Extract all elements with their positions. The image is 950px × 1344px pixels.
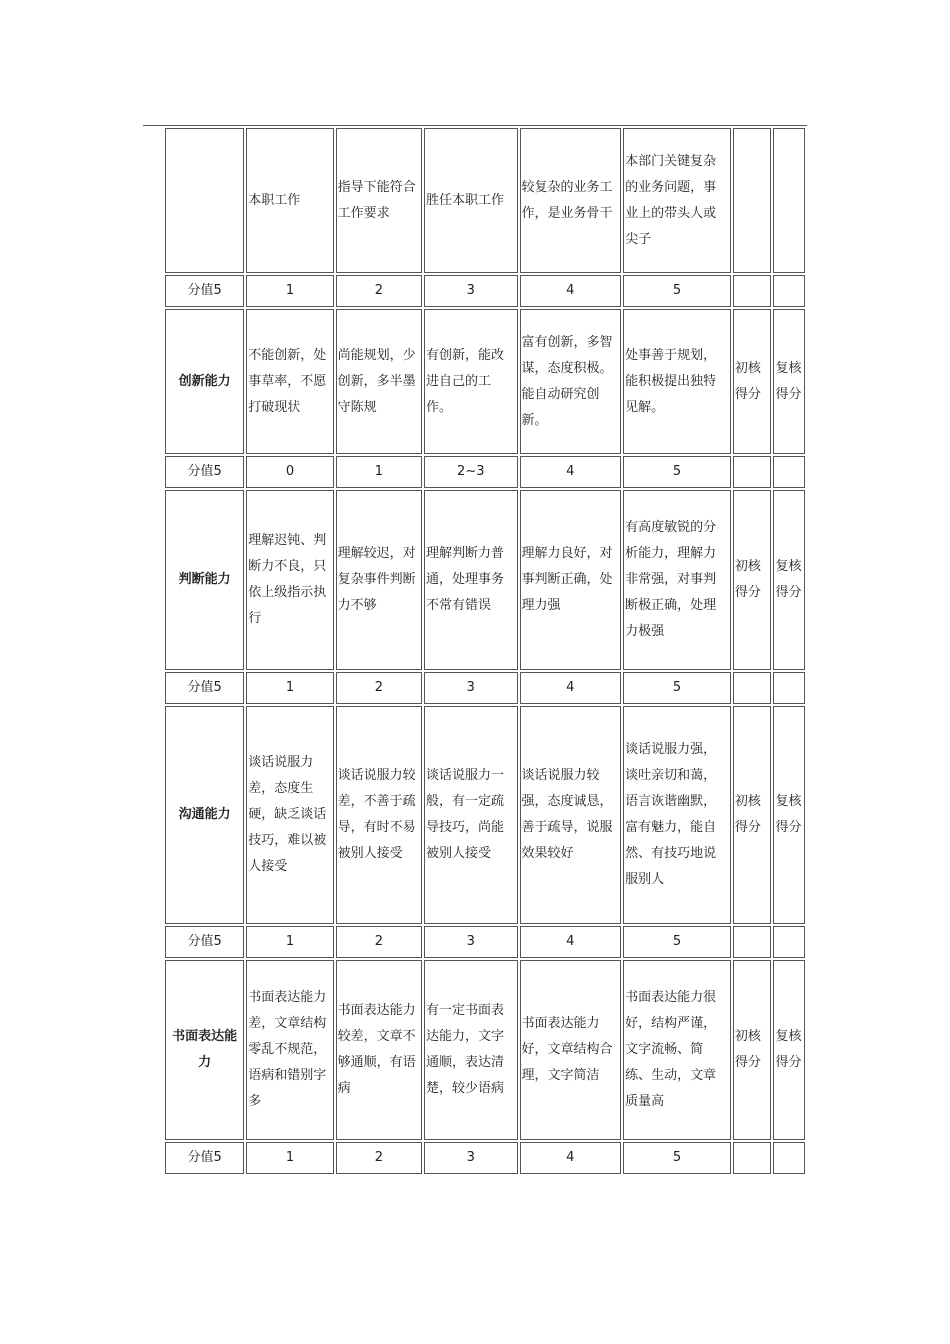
table-row: [165, 960, 805, 1140]
level-3-desc: 胜任本职工作: [424, 128, 517, 273]
review-score-input[interactable]: [773, 672, 805, 704]
initial-score-cell[interactable]: [733, 128, 772, 273]
score-value: 5: [623, 672, 731, 704]
score-row: [165, 275, 805, 307]
initial-score-input[interactable]: [733, 456, 772, 488]
score-label: 分值5: [165, 456, 244, 488]
score-value: 4: [520, 456, 622, 488]
row-label: 创新能力: [165, 309, 244, 454]
score-value: 4: [520, 672, 622, 704]
table-row: [165, 128, 805, 273]
initial-score-cell[interactable]: 初核得分: [733, 490, 772, 670]
score-value: 4: [520, 275, 622, 307]
score-label: 分值5: [165, 1142, 244, 1174]
level-4-desc: 书面表达能力好，文章结构合理，文字简洁: [520, 960, 622, 1140]
score-value: 2: [336, 672, 422, 704]
score-value: 5: [623, 275, 731, 307]
level-3-desc: 有一定书面表达能力，文字通顺，表达清楚，较少语病: [424, 960, 517, 1140]
score-value: 1: [246, 926, 333, 958]
initial-score-input[interactable]: [733, 275, 772, 307]
level-1-desc: 谈话说服力差，态度生硬，缺乏谈话技巧，难以被人接受: [246, 706, 333, 924]
level-5-desc: 处事善于规划，能积极提出独特见解。: [623, 309, 731, 454]
level-5-desc: 有高度敏锐的分析能力，理解力非常强，对事判断极正确，处理力极强: [623, 490, 731, 670]
initial-score-input[interactable]: [733, 672, 772, 704]
score-row: [165, 672, 805, 704]
initial-score-cell[interactable]: 初核得分: [733, 309, 772, 454]
level-4-desc: 富有创新，多智谋，态度积极。能自动研究创新。: [520, 309, 622, 454]
level-4-desc: 理解力良好，对事判断正确，处理力强: [520, 490, 622, 670]
review-score-input[interactable]: [773, 456, 805, 488]
score-value: 3: [424, 672, 517, 704]
score-row: [165, 926, 805, 958]
level-1-desc: 书面表达能力差，文章结构零乱不规范，语病和错别字多: [246, 960, 333, 1140]
table-row: [165, 309, 805, 454]
table-row: [165, 490, 805, 670]
score-label: 分值5: [165, 672, 244, 704]
review-score-input[interactable]: [773, 1142, 805, 1174]
level-3-desc: 有创新，能改进自己的工作。: [424, 309, 517, 454]
row-label: 判断能力: [165, 490, 244, 670]
score-value: 2~3: [424, 456, 517, 488]
review-score-cell[interactable]: 复核得分: [773, 960, 805, 1140]
evaluation-table: [163, 126, 807, 1176]
level-3-desc: 谈话说服力一般，有一定疏导技巧，尚能被别人接受: [424, 706, 517, 924]
score-value: 3: [424, 1142, 517, 1174]
initial-score-cell[interactable]: 初核得分: [733, 960, 772, 1140]
score-value: 1: [246, 672, 333, 704]
score-row: [165, 456, 805, 488]
row-label: 沟通能力: [165, 706, 244, 924]
level-2-desc: 尚能规划，少创新，多半墨守陈规: [336, 309, 422, 454]
review-score-input[interactable]: [773, 275, 805, 307]
level-1-desc: 不能创新，处事草率，不愿打破现状: [246, 309, 333, 454]
score-value: 2: [336, 926, 422, 958]
level-3-desc: 理解判断力普通，处理事务不常有错误: [424, 490, 517, 670]
score-value: 1: [336, 456, 422, 488]
score-value: 2: [336, 275, 422, 307]
level-5-desc: 书面表达能力很好，结构严谨，文字流畅、简练、生动，文章质量高: [623, 960, 731, 1140]
score-value: 5: [623, 1142, 731, 1174]
table-row: [165, 706, 805, 924]
level-1-desc: 本职工作: [246, 128, 333, 273]
level-5-desc: 本部门关键复杂的业务问题，事业上的带头人或尖子: [623, 128, 731, 273]
level-2-desc: 理解较迟，对复杂事件判断力不够: [336, 490, 422, 670]
initial-score-input[interactable]: [733, 1142, 772, 1174]
score-value: 2: [336, 1142, 422, 1174]
review-score-cell[interactable]: 复核得分: [773, 490, 805, 670]
score-label: 分值5: [165, 926, 244, 958]
level-2-desc: 指导下能符合工作要求: [336, 128, 422, 273]
level-5-desc: 谈话说服力强，谈吐亲切和蔼，语言诙谐幽默，富有魅力，能自然、有技巧地说服别人: [623, 706, 731, 924]
score-value: 0: [246, 456, 333, 488]
level-2-desc: 书面表达能力较差，文章不够通顺，有语病: [336, 960, 422, 1140]
level-4-desc: 较复杂的业务工作，是业务骨干: [520, 128, 622, 273]
score-value: 1: [246, 1142, 333, 1174]
score-value: 5: [623, 456, 731, 488]
level-4-desc: 谈话说服力较强，态度诚恳，善于疏导，说服效果较好: [520, 706, 622, 924]
level-1-desc: 理解迟钝、判断力不良，只依上级指示执行: [246, 490, 333, 670]
review-score-input[interactable]: [773, 926, 805, 958]
score-value: 3: [424, 926, 517, 958]
score-value: 4: [520, 926, 622, 958]
score-value: 5: [623, 926, 731, 958]
initial-score-cell[interactable]: 初核得分: [733, 706, 772, 924]
review-score-cell[interactable]: 复核得分: [773, 309, 805, 454]
level-2-desc: 谈话说服力较差，不善于疏导，有时不易被别人接受: [336, 706, 422, 924]
score-value: 1: [246, 275, 333, 307]
score-label: 分值5: [165, 275, 244, 307]
initial-score-input[interactable]: [733, 926, 772, 958]
row-label: [165, 128, 244, 273]
score-row: [165, 1142, 805, 1174]
row-label: 书面表达能力: [165, 960, 244, 1140]
score-value: 4: [520, 1142, 622, 1174]
review-score-cell[interactable]: [773, 128, 805, 273]
score-value: 3: [424, 275, 517, 307]
review-score-cell[interactable]: 复核得分: [773, 706, 805, 924]
